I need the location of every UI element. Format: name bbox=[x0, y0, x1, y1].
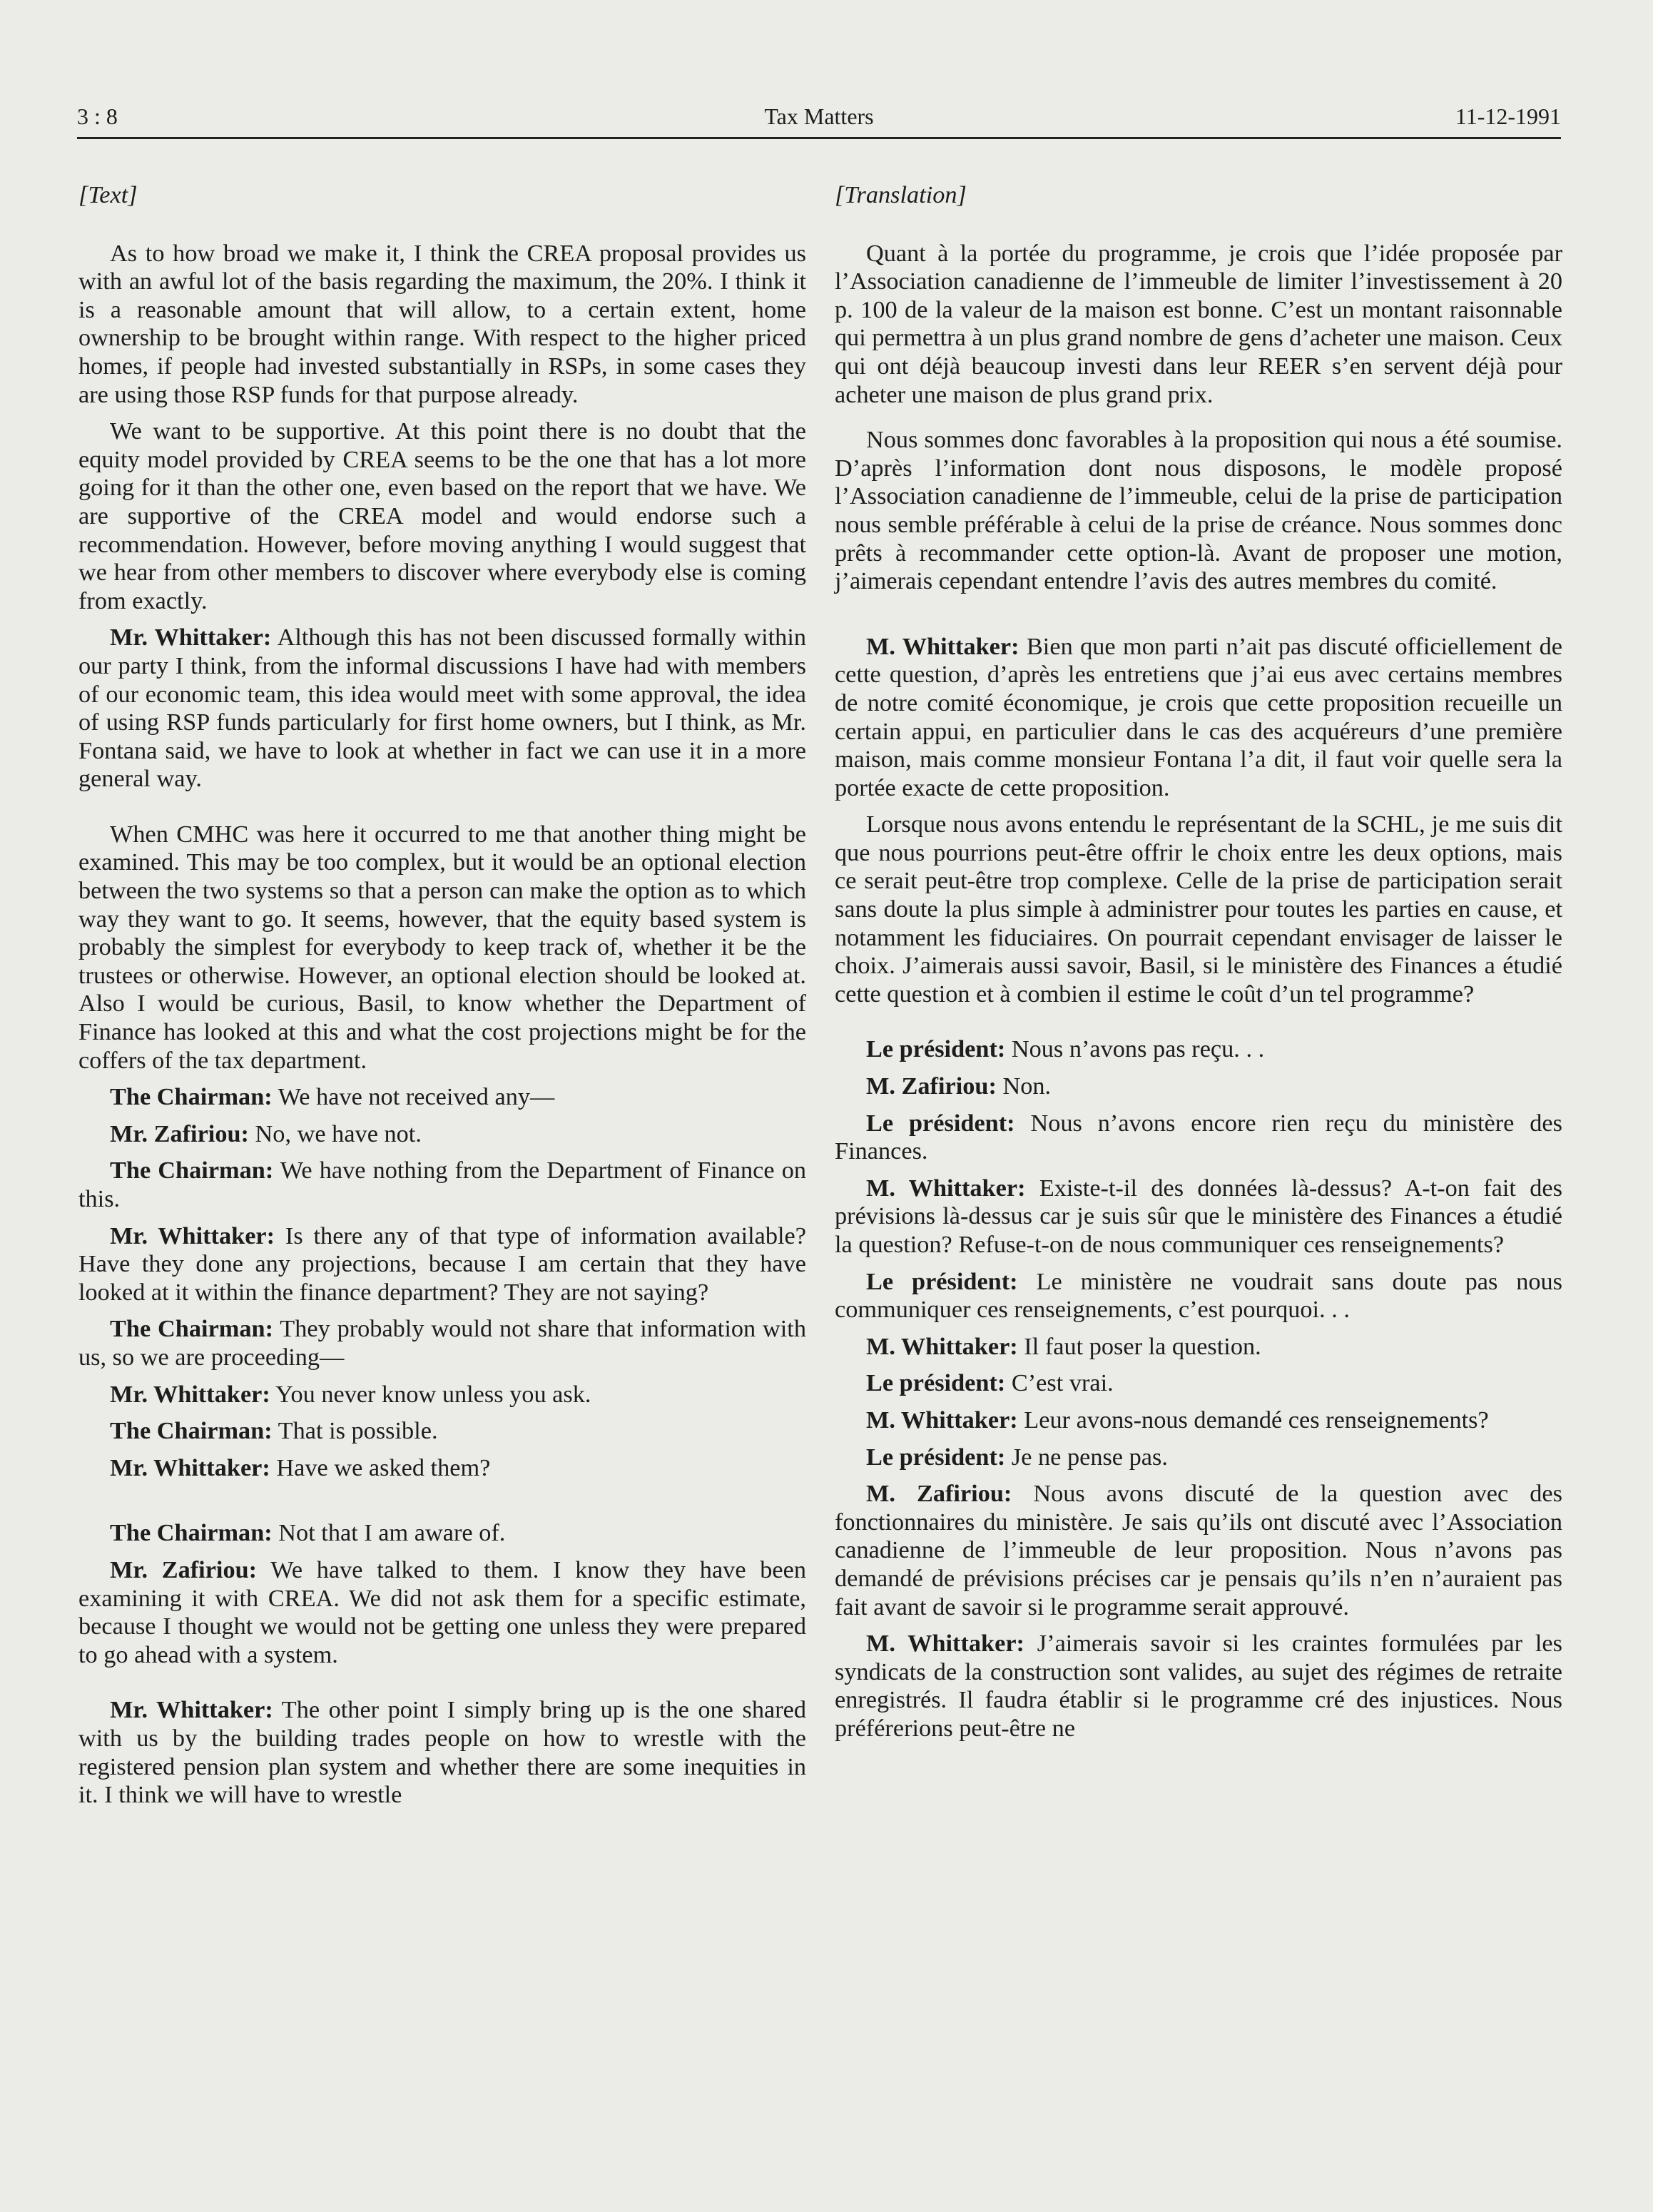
page-header bbox=[77, 98, 1561, 139]
speech-paragraph bbox=[835, 633, 1562, 803]
speech-paragraph bbox=[835, 1268, 1562, 1324]
paragraph: When CMHC was here it occurred to me that another thing might be examined. This may be too complex, but it would be an optional election between the two systems so that a person can make the option as to which way they want to go. It seems, however, that the equity based system is probably the simplest for everybody to keep track of, whether it be the trustees or otherwise. However, an optional election should be looked at. Also I would be curious, Basil, to know whether the Department of Finance has looked at this and what the cost projections might be for the coffers of the tax department. bbox=[78, 820, 806, 1074]
speech-paragraph bbox=[835, 1630, 1562, 1742]
speaker-name: The Chairman: bbox=[110, 1417, 273, 1445]
column-label: [Text] bbox=[78, 181, 138, 208]
speaker-name: Le président: bbox=[866, 1035, 1006, 1063]
page-number: 3 : 8 bbox=[77, 103, 118, 129]
speaker-name: M. Whittaker: bbox=[866, 1332, 1018, 1360]
speech-text: Nous avons discuté de la question avec des fonctionnaires du ministère. Je sais qu’ils ont discuté avec l’Association canadienne de l’immeuble de leur proposition. Nous n’avons pas demandé de prévisions précises car je pensais qu’ils n’en n’auraient pas fait avant de savoir si le programme serait approuvé. bbox=[835, 1480, 1562, 1620]
speaker-name: Mr. Zafiriou: bbox=[110, 1120, 249, 1147]
speech-text: Non. bbox=[996, 1072, 1052, 1100]
paragraph: We want to be supportive. At this point there is no doubt that the equity model provided by CREA seems to be the one that has a lot more going for it than the other one, even based on the report that we have. We are supportive of the CREA model and would endorse such a recommendation. However, before moving anything I would suggest that we hear from other members to discover where everybody else is coming from exactly. bbox=[78, 417, 806, 614]
speech-paragraph bbox=[78, 624, 806, 793]
speaker-name: The Chairman: bbox=[110, 1315, 273, 1343]
speech-text: Il faut poser la question. bbox=[1017, 1332, 1261, 1360]
paragraph: Nous sommes donc favorables à la proposition qui nous a été soumise. D’après l’information dont nous disposons, le modèle proposé l’Association canadienne de l’immeuble, celui de la prise de participation nous semble préférable à celui de la prise de créance. Nous sommes donc prêts à recommander cette option-là. Avant de proposer une motion, j’aimerais cependant entendre l’avis des autres membres du comité. bbox=[835, 426, 1562, 595]
speech-paragraph bbox=[78, 1222, 806, 1307]
speaker-name: Mr. Whittaker: bbox=[110, 1696, 273, 1724]
speaker-name: M. Zafiriou: bbox=[866, 1072, 997, 1100]
speech-text: Le ministère ne voudrait sans doute pas nous communiquer ces renseignements, c’est pourquoi. . . bbox=[835, 1267, 1562, 1324]
speaker-name: M. Whittaker: bbox=[866, 1630, 1024, 1658]
speaker-name: The Chairman: bbox=[110, 1519, 273, 1547]
speech-paragraph bbox=[835, 1175, 1562, 1259]
speaker-name: M. Whittaker: bbox=[866, 632, 1019, 660]
header-title: Tax Matters bbox=[764, 103, 874, 129]
speech-text: Bien que mon parti n’ait pas discuté officiellement de cette question, d’après les entretiens que j’ai eus avec certains membres de notre comité économique, je crois que cette proposition recueille un certain appui, en particulier dans le cas des acquéreurs d’une première maison, mais comme monsieur Fontana l’a dit, il faut voir quelle sera la portée exacte de cette proposition. bbox=[835, 632, 1562, 801]
speech-text: Existe-t-il des données là-dessus? A-t-on fait des prévisions là-dessus car je suis sûr que le ministère des Finances a étudié la question? Refuse-t-on de nous communiquer ces renseignements? bbox=[835, 1174, 1563, 1258]
speech-paragraph bbox=[78, 1315, 806, 1371]
speaker-name: Mr. Zafiriou: bbox=[110, 1556, 258, 1583]
speaker-name: Mr. Whittaker: bbox=[110, 1222, 275, 1249]
speaker-name: Le président: bbox=[866, 1267, 1018, 1295]
header-date: 11-12-1991 bbox=[1455, 103, 1561, 129]
speech-text: The other point I simply bring up is the one shared with us by the building trades people on how to wrestle with the registered pension plan system and whether there are some inequities in it. I think we will have to wrestle bbox=[78, 1696, 806, 1809]
speech-text: Nous n’avons encore rien reçu du ministère des Finances. bbox=[835, 1109, 1563, 1165]
english-column bbox=[78, 181, 806, 1818]
speech-paragraph bbox=[835, 1035, 1562, 1064]
speech-paragraph bbox=[835, 1110, 1562, 1166]
speech-text: Although this has not been discussed formally within our party I think, from the informal discussions I have had with members of our economic team, this idea would meet with some approval, the idea of using RSP funds particularly for first home owners, but I think, as Mr. Fontana said, we have to look at whether in fact we can use it in a more general way. bbox=[78, 624, 806, 793]
speech-text: They probably would not share that information with us, so we are proceeding— bbox=[78, 1315, 806, 1371]
speaker-name: Le président: bbox=[866, 1369, 1006, 1397]
speaker-name: The Chairman: bbox=[110, 1083, 273, 1111]
speaker-name: M. Whittaker: bbox=[866, 1174, 1026, 1202]
paragraph: Quant à la portée du programme, je crois que l’idée proposée par l’Association canadienne de l’immeuble de limiter l’investissement à 20 p. 100 de la valeur de la maison est bonne. C’est un montant raisonnable qui permettra à un plus grand nombre de gens d’acheter une maison. Ceux qui ont déjà beaucoup investi dans leur REER s’en servent déjà pour acheter une maison de plus grand prix. bbox=[835, 239, 1563, 408]
speech-text: We have nothing from the Department of Finance on this. bbox=[78, 1157, 806, 1212]
speech-text: You never know unless you ask. bbox=[270, 1380, 591, 1408]
speech-text: We have not received any— bbox=[272, 1083, 555, 1111]
speaker-name: Le président: bbox=[866, 1443, 1006, 1471]
speech-text: Have we asked them? bbox=[270, 1453, 491, 1481]
speech-text: We have talked to them. I know they have been examining it with CREA. We did not ask them for a specific estimate, because I thought we would not be getting one unless they were prepared to go ahead with a system. bbox=[78, 1556, 806, 1668]
speech-paragraph bbox=[835, 1406, 1562, 1435]
speaker-name: Mr. Whittaker: bbox=[110, 624, 272, 651]
paragraph: As to how broad we make it, I think the CREA proposal provides us with an awful lot of the basis regarding the maximum, the 20%. I think it is a reasonable amount that will allow, to a certain extent, home ownership to be brought within range. With respect to the higher priced homes, if people had invested substantially in RSPs, in some cases they are using those RSP funds for that purpose already. bbox=[78, 239, 806, 408]
speech-paragraph bbox=[78, 1696, 806, 1809]
speech-paragraph bbox=[78, 1157, 806, 1213]
speech-paragraph bbox=[78, 1120, 806, 1149]
speech-paragraph bbox=[835, 1333, 1562, 1361]
speech-text: Leur avons-nous demandé ces renseignements? bbox=[1017, 1406, 1489, 1434]
column-label: [Translation] bbox=[835, 181, 967, 208]
french-column bbox=[835, 181, 1562, 1752]
speaker-name: Mr. Whittaker: bbox=[110, 1380, 270, 1408]
speaker-name: M. Whittaker: bbox=[866, 1406, 1018, 1434]
speech-paragraph bbox=[835, 1444, 1562, 1472]
speech-paragraph bbox=[78, 1556, 806, 1669]
speaker-name: Mr. Whittaker: bbox=[110, 1453, 270, 1481]
speech-paragraph bbox=[78, 1083, 806, 1112]
speech-paragraph bbox=[78, 1519, 806, 1548]
speaker-name: Le président: bbox=[866, 1109, 1015, 1137]
speech-text: Not that I am aware of. bbox=[272, 1519, 506, 1547]
speech-paragraph bbox=[835, 1480, 1562, 1621]
speaker-name: The Chairman: bbox=[110, 1157, 274, 1184]
speech-paragraph bbox=[835, 1072, 1562, 1101]
speech-paragraph bbox=[78, 1417, 806, 1446]
speech-text: C’est vrai. bbox=[1005, 1369, 1114, 1397]
speech-text: No, we have not. bbox=[248, 1120, 422, 1147]
speaker-name: M. Zafiriou: bbox=[866, 1480, 1012, 1508]
speech-paragraph bbox=[78, 1454, 806, 1483]
speech-paragraph bbox=[835, 1369, 1562, 1398]
speech-text: J’aimerais savoir si les craintes formulées par les syndicats de la construction sont valides, au sujet des régimes de retraite enregistrés. Il faudra établir si le programme cré des injustices. Nous préférerions peut-être ne bbox=[835, 1630, 1562, 1742]
speech-text: Nous n’avons pas reçu. . . bbox=[1005, 1035, 1265, 1063]
speech-text: Is there any of that type of information available? Have they done any projections, because I am certain that they have looked at it within the finance department? They are not saying? bbox=[78, 1222, 806, 1306]
speech-paragraph bbox=[78, 1381, 806, 1409]
speech-text: Je ne pense pas. bbox=[1005, 1443, 1168, 1471]
paragraph: Lorsque nous avons entendu le représentant de la SCHL, je me suis dit que nous pourrions peut-être offrir le choix entre les deux options, mais ce serait peut-être trop complexe. Celle de la prise de participation serait sans doute la plus simple à administrer pour toutes les parties en cause, et notamment les fiduciaires. On pourrait cependant envisager de laisser le choix. J’aimerais aussi savoir, Basil, si le ministère des Finances a étudié cette question et à combien il estime le coût d’un tel programme? bbox=[835, 811, 1562, 1008]
speech-text: That is possible. bbox=[272, 1417, 438, 1445]
